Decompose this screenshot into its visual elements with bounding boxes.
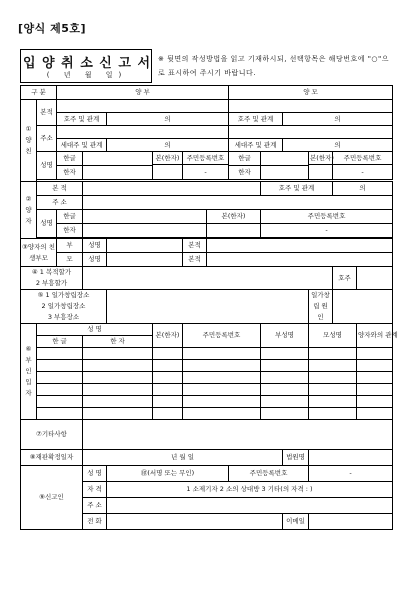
birth-father-label: 부: [57, 239, 83, 253]
father-household-label: 세대주 및 관계: [57, 139, 107, 152]
father-household-field[interactable]: 의: [107, 139, 229, 152]
title-box: [20, 49, 152, 83]
mother-resident-field[interactable]: -: [333, 165, 393, 180]
adoptee-hangeul-label: 한글: [57, 210, 83, 224]
judgment-date-field[interactable]: 년 월 일: [83, 450, 283, 466]
mother-hanja-field[interactable]: [261, 166, 309, 180]
sec1-bonjeok-label: 본적: [37, 100, 57, 126]
mother-household-field[interactable]: 의: [283, 139, 393, 152]
mother-hangeul-label: 한글: [229, 152, 261, 166]
mother-household-label: 세대주 및 관계: [229, 139, 283, 152]
father-hanja-label: 한자: [57, 166, 83, 180]
father-head-relation-field[interactable]: 의: [107, 113, 229, 126]
father-resident-field[interactable]: -: [183, 165, 229, 180]
new-family-reason-label: 일가창립 원 인: [309, 290, 333, 324]
sec2-name-label: 성명: [37, 210, 57, 238]
category-header: 구 분: [21, 86, 57, 100]
hoju-label: 호주: [333, 267, 357, 290]
adoption-cancellation-form: [20, 85, 398, 530]
adoptee-resident-field[interactable]: -: [261, 224, 393, 238]
entrant-row[interactable]: [21, 408, 393, 420]
adoptive-mother-header: 양 모: [229, 86, 393, 100]
adoptee-hanja-field[interactable]: [83, 224, 207, 238]
other-matters-label: ⑦기타사항: [21, 420, 83, 450]
mother-bon-label: 본(한자): [309, 152, 333, 165]
reporter-address-label: 주 소: [83, 498, 107, 514]
instruction-note: ※ 뒷면의 작성방법을 읽고 기재하시되, 선택항목은 해당번호에 "○"으로 표시하여 주시기 바랍니다.: [158, 55, 390, 77]
entrant-label: ⑥ 부 인 입 자: [21, 324, 37, 420]
adoptee-address-field[interactable]: [83, 196, 393, 210]
father-hangeul-field[interactable]: [83, 152, 153, 166]
birth-father-bonjeok-field[interactable]: [207, 239, 393, 253]
entrant-row[interactable]: [21, 348, 393, 360]
father-hangeul-label: 한글: [57, 152, 83, 166]
header-row: [21, 86, 393, 100]
reporter-phone-label: 전 화: [83, 514, 107, 530]
reporter-address-field[interactable]: [107, 498, 393, 514]
adoptee-head-relation-field[interactable]: 의: [333, 182, 393, 196]
adoptive-parents-label: ① 양 친: [21, 100, 37, 182]
adoptee-label: ② 양 자: [21, 182, 37, 239]
father-resident-label: 주민등록번호: [183, 152, 229, 165]
court-field[interactable]: [309, 450, 393, 466]
father-address-field[interactable]: [57, 126, 229, 139]
entrant-row[interactable]: [21, 360, 393, 372]
mother-head-relation-label: 호주 및 관계: [229, 113, 283, 126]
title-date: ( 년 월 일): [46, 71, 128, 79]
birth-father-name-label: 성명: [83, 239, 107, 253]
birth-mother-label: 모: [57, 253, 83, 267]
entrant-relation-header: 양자와의 관계: [357, 324, 393, 348]
adoptive-father-header: 양 부: [57, 86, 229, 100]
entrant-hangeul-header: 한 글: [37, 336, 83, 348]
new-family-reason-field[interactable]: [333, 290, 393, 324]
reporter-email-field[interactable]: [309, 514, 393, 530]
father-bon-label: 본(한자): [153, 152, 183, 165]
form-title: 입 양 취 소 신 고 서: [22, 56, 152, 71]
mother-head-relation-field[interactable]: 의: [283, 113, 393, 126]
reporter-name-field[interactable]: ㊞(서명 또는 무인): [107, 466, 229, 482]
birth-father-bonjeok-label: 본적: [183, 239, 207, 253]
father-head-relation-label: 호주 및 관계: [57, 113, 107, 126]
court-label: 법원명: [283, 450, 309, 466]
mother-hangeul-field[interactable]: [261, 152, 309, 166]
entrant-row[interactable]: [21, 396, 393, 408]
sec1-name-label: 성명: [37, 152, 57, 180]
birth-parents-label: ③양자의 친생부모: [21, 239, 57, 267]
reporter-label: ⑨신고인: [21, 466, 83, 530]
adoptee-hanja-label: 한자: [57, 224, 83, 238]
adoptee-bon-field[interactable]: [207, 224, 261, 238]
sec2-address-label: 주 소: [37, 196, 83, 210]
reporter-qual-label: 자 격: [83, 482, 107, 498]
father-bon-field[interactable]: [153, 165, 183, 180]
reporter-email-label: 이메일: [283, 514, 309, 530]
judgment-date-label: ⑧재판확정일자: [21, 450, 83, 466]
adoptee-resident-label: 주민등록번호: [261, 210, 393, 224]
entrant-father-header: 부성명: [261, 324, 309, 348]
mother-address-field[interactable]: [229, 126, 393, 139]
sec1-address-label: 주소: [37, 126, 57, 152]
entrant-mother-header: 모성명: [309, 324, 357, 348]
birth-mother-bonjeok-label: 본적: [183, 253, 207, 267]
father-hanja-field[interactable]: [83, 166, 153, 180]
form-number: [양식 제5호]: [18, 22, 87, 35]
other-matters-field[interactable]: [83, 420, 393, 450]
reporter-phone-field[interactable]: [107, 514, 283, 530]
entrant-resident-header: 주민등록번호: [183, 324, 261, 348]
mother-resident-label: 주민등록번호: [333, 152, 393, 165]
birth-mother-bonjeok-field[interactable]: [207, 253, 393, 267]
new-family-field[interactable]: [107, 290, 309, 324]
hoju-field[interactable]: [357, 267, 393, 290]
entrant-name-header: 성 명: [37, 324, 153, 336]
mother-bonjeok-field[interactable]: [229, 100, 393, 113]
entrant-hanja-header: 한 자: [83, 336, 153, 348]
new-family-options[interactable]: ⑤ 1 일가창립장소 2 일가창립장소 3 부흥장소: [21, 290, 107, 324]
reporter-qual-options[interactable]: 1 소제기자 2 소의 상대방 3 기타(의 자격 : ): [107, 482, 393, 498]
entrant-row[interactable]: [21, 372, 393, 384]
father-bonjeok-field[interactable]: [57, 100, 229, 113]
restore-options[interactable]: ④ 1 복적할가 2 부흥할가: [21, 267, 83, 290]
restore-field[interactable]: [83, 267, 333, 290]
mother-hanja-label: 한자: [229, 166, 261, 180]
adoptee-bon-label: 본(한자): [207, 210, 261, 224]
reporter-resident-field[interactable]: -: [309, 466, 393, 482]
entrant-bon-header: 본(한자): [153, 324, 183, 348]
adoptee-bonjeok-field[interactable]: [83, 182, 261, 196]
mother-bon-field[interactable]: [309, 165, 333, 180]
adoptee-hangeul-field[interactable]: [83, 210, 207, 224]
birth-mother-name-label: 성명: [83, 253, 107, 267]
sec2-bonjeok-label: 본 적: [37, 182, 83, 196]
birth-father-name-field[interactable]: [107, 239, 183, 253]
entrant-row[interactable]: [21, 384, 393, 396]
birth-mother-name-field[interactable]: [107, 253, 183, 267]
adoptee-head-relation-label: 호주 및 관계: [261, 182, 333, 196]
reporter-resident-label: 주민등록번호: [229, 466, 309, 482]
reporter-name-label: 성 명: [83, 466, 107, 482]
